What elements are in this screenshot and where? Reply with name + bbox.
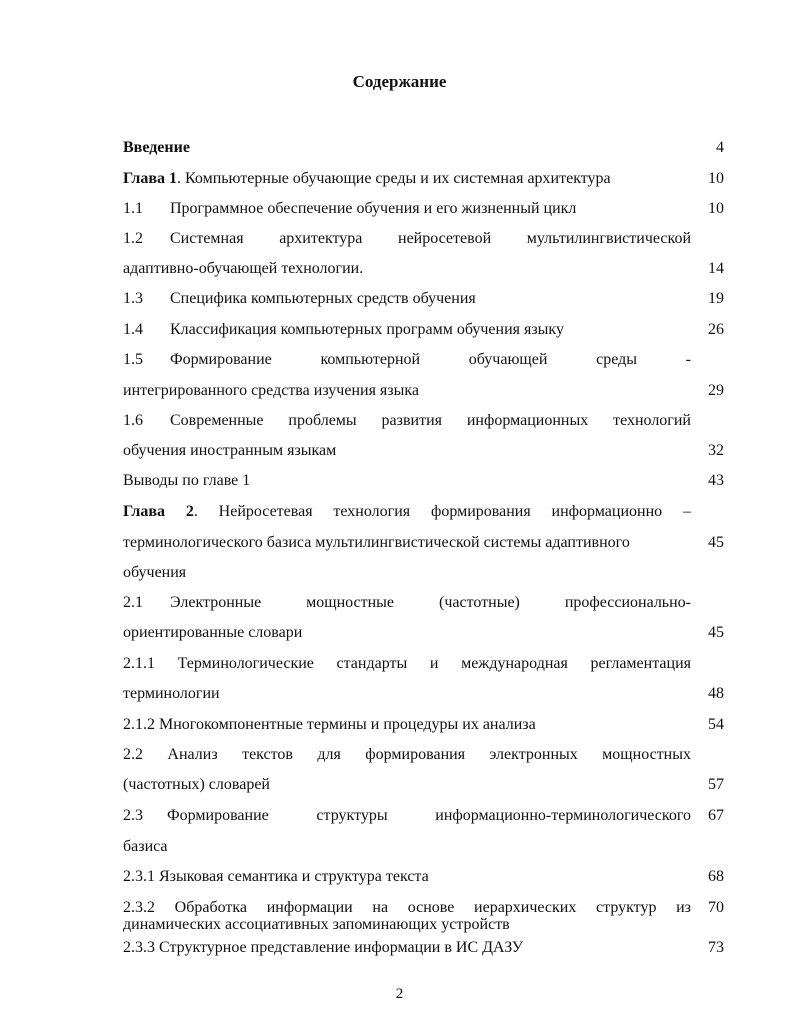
toc-page: 10 <box>708 200 724 217</box>
toc-page: 67 <box>708 807 724 824</box>
toc-section-2-3-2: 2.3.2 Обработка информации на основе иерархических структур из <box>123 899 691 916</box>
toc-page: 68 <box>708 868 724 885</box>
toc-section-1-4: 1.4 Классификация компьютерных программ обучения языку <box>123 321 564 338</box>
toc-section-1-5-cont: интегрированного средства изучения языка <box>123 382 419 399</box>
toc-page: 14 <box>708 260 724 277</box>
toc-page: 32 <box>708 442 724 459</box>
toc-section-2-3-cont: базиса <box>123 838 168 855</box>
toc-page: 54 <box>708 716 724 733</box>
page-title: Содержание <box>352 72 447 91</box>
toc-section-1-5: 1.5 Формирование компьютерной обучающей среды - <box>123 351 691 368</box>
toc-section-1-6-cont: обучения иностранным языкам <box>123 442 337 459</box>
toc-section-1-2-cont: адаптивно-обучающей технологии. <box>123 260 364 277</box>
toc-chapter-1: Глава 1. Компьютерные обучающие среды и их системная архитектура <box>123 170 611 187</box>
toc-section-1-3: 1.3 Специфика компьютерных средств обучения <box>123 290 476 307</box>
toc-section-1-6: 1.6 Современные проблемы развития информационных технологий <box>123 412 691 429</box>
toc-section-2-2: 2.2 Анализ текстов для формирования электронных мощностных <box>123 746 691 763</box>
toc-page: 29 <box>708 382 724 399</box>
toc-section-2-1-1-cont: терминологии <box>123 685 220 702</box>
toc-page: 43 <box>708 472 724 489</box>
toc-chapter-2: Глава 2. Нейросетевая технология формирования информационно – <box>123 503 691 520</box>
toc-section-2-1: 2.1 Электронные мощностные (частотные) профессионально- <box>123 594 691 611</box>
toc-conclusions-1: Выводы по главе 1 <box>123 472 251 489</box>
toc-section-1-1: 1.1 Программное обеспечение обучения и его жизненный цикл <box>123 200 577 217</box>
toc-section-2-3-1: 2.3.1 Языковая семантика и структура текста <box>123 868 429 885</box>
toc-section-2-3-3: 2.3.3 Структурное представление информации в ИС ДАЗУ <box>123 939 524 956</box>
toc-page: 4 <box>716 139 724 156</box>
toc-section-2-1-2: 2.1.2 Многокомпонентные термины и процедуры их анализа <box>123 716 536 733</box>
toc-section-2-3-2-cont: динамических ассоциативных запоминающих устройств <box>123 916 510 933</box>
toc-page: 70 <box>708 899 724 916</box>
toc-section-1-2: 1.2 Системная архитектура нейросетевой мультилингвистической <box>123 230 691 247</box>
toc-section-2-2-cont: (частотных) словарей <box>123 776 270 793</box>
page-number: 2 <box>395 986 404 1002</box>
toc-page: 57 <box>708 776 724 793</box>
toc-page: 45 <box>708 534 724 551</box>
toc-page: 19 <box>708 290 724 307</box>
toc-section-2-1-1: 2.1.1 Терминологические стандарты и международная регламентация <box>123 655 691 672</box>
toc-page: 48 <box>708 685 724 702</box>
toc-page: 73 <box>708 939 724 956</box>
toc-section-2-1-cont: ориентированные словари <box>123 624 303 641</box>
toc-page: 45 <box>708 624 724 641</box>
toc-page: 26 <box>708 321 724 338</box>
toc-chapter-2-cont: терминологического базиса мультилингвистической системы адаптивного <box>123 534 630 551</box>
toc-intro: Введение <box>123 139 190 156</box>
toc-page: 10 <box>708 170 724 187</box>
toc-section-2-3: 2.3 Формирование структуры информационно-терминологического <box>123 807 691 824</box>
toc-chapter-2-cont2: обучения <box>123 564 187 581</box>
